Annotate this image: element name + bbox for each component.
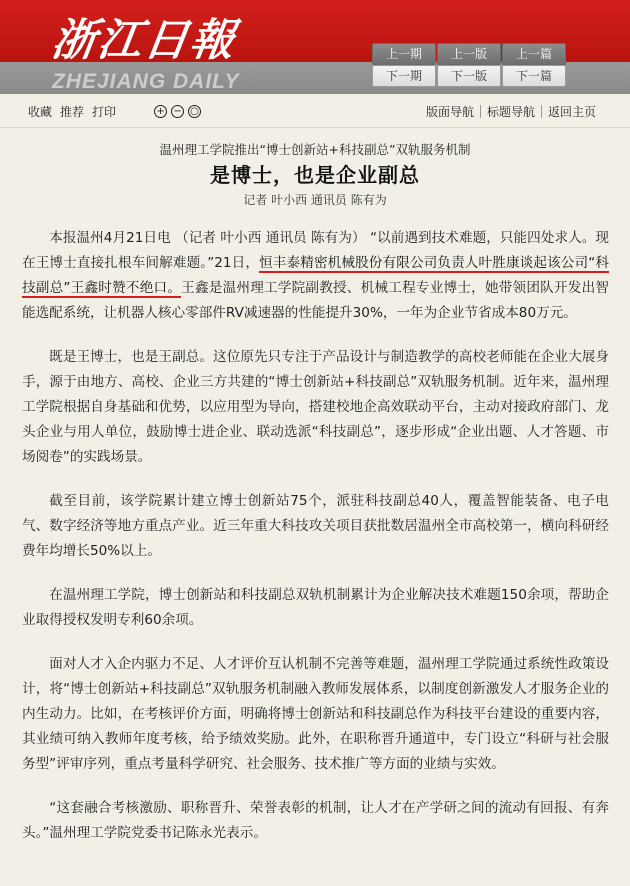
toolbar-navigation: [420, 103, 602, 120]
toolbar-actions: [28, 103, 201, 120]
title-nav-link[interactable]: 标题导航: [486, 105, 535, 119]
article-paragraph: 在温州理工学院，博士创新站和科技副总双轨机制累计为企业解决技术难题150余项，帮助企业取得授权发明专利60余项。: [22, 587, 609, 628]
next-article-button[interactable]: 下一篇: [502, 65, 566, 87]
zoom-reset-icon[interactable]: ○: [188, 105, 201, 118]
article-paragraph: [22, 226, 609, 326]
recommend-link[interactable]: 推荐: [60, 105, 85, 119]
masthead: [0, 0, 630, 95]
article-paragraph: “这套融合考核激励、职称晋升、荣誉表彰的机制，让人才在产学研之间的流动有回报、有奔头。”温州理工学院党委书记陈永光表示。: [22, 800, 609, 841]
article-paragraph: 截至目前，该学院累计建立博士创新站75个，派驻科技副总40人，覆盖智能装备、电子电气、数字经济等地方重点产业。近三年重大科技攻关项目获批数居温州全市高校第一，横向科研经费年均增长50%以上。: [22, 493, 609, 559]
zoom-in-icon[interactable]: +: [154, 105, 167, 118]
paragraph-text: 本报温州4月21日电 （记者 叶小西 通讯员 陈有为） “以前遇到技术难题，只能四处求人。现在王博士直接扎根车间解难题。”21日，: [22, 230, 609, 271]
zoom-controls: [154, 105, 201, 118]
home-link[interactable]: 返回主页: [547, 105, 596, 119]
article-byline: 记者 叶小西 通讯员 陈有为: [243, 193, 387, 207]
article-body: [22, 226, 609, 865]
newspaper-logo-english: ZHEJIANG DAILY: [52, 70, 240, 93]
article-toolbar: [0, 95, 630, 128]
next-page-button[interactable]: 下一版: [437, 65, 501, 87]
favorite-link[interactable]: 收藏: [28, 105, 53, 119]
article-paragraph: 既是王博士，也是王副总。这位原先只专注于产品设计与制造教学的高校老师能在企业大展身手，源于由地方、高校、企业三方共建的“博士创新站+科技副总”双轨服务机制。近年来，温州理工学院根据自身基础和优势，以应用型为导向，搭建校地企高效联动平台，主动对接政府部门、龙头企业与用人单位，鼓励博士进企业、联动选派“科技副总”，逐步形成“企业出题、人才答题、市场阅卷”的实践场景。: [22, 349, 609, 465]
paragraph-text: 王鑫是温州理工学院副教授、机械工程专业博士，她带领团队开发出智能选配系统，让机器人核心零部件RV减速器的性能提升30%，一年为企业节省成本80万元。: [22, 280, 609, 321]
page-nav-link[interactable]: 版面导航: [425, 105, 474, 119]
article-paragraph: 面对人才入企内驱力不足、人才评价互认机制不完善等难题，温州理工学院通过系统性政策设计，将“博士创新站+科技副总”双轨服务机制融入教师发展体系，以制度创新激发人才服务企业的内生动力。比如，在考核评价方面，明确将博士创新站和科技副总作为科技平台建设的重要内容，其业绩可纳入教师年度考核，给予绩效奖励。此外，在职称晋升通道中，专门设立“科研与社会服务型”评审序列，重点考量科学研究、社会服务、技术推广等方面的业绩与实效。: [22, 656, 609, 772]
highlighted-quote: 恒丰泰精密机械股份有限公司负责人叶胜康谈起该公司“科技副总”王鑫时赞不绝口。: [22, 255, 609, 296]
newspaper-logo[interactable]: 浙江日報: [48, 15, 240, 66]
print-link[interactable]: 打印: [92, 105, 117, 119]
prev-page-button[interactable]: 上一版: [437, 43, 501, 65]
article-pretitle: 温州理工学院推出“博士创新站+科技副总”双轨服务机制: [159, 142, 471, 157]
article-title: 是博士，也是企业副总: [210, 163, 420, 187]
prev-article-button[interactable]: 上一篇: [502, 43, 566, 65]
next-issue-button[interactable]: 下一期: [372, 65, 436, 87]
zoom-out-icon[interactable]: −: [171, 105, 184, 118]
prev-issue-button[interactable]: 上一期: [372, 43, 436, 65]
